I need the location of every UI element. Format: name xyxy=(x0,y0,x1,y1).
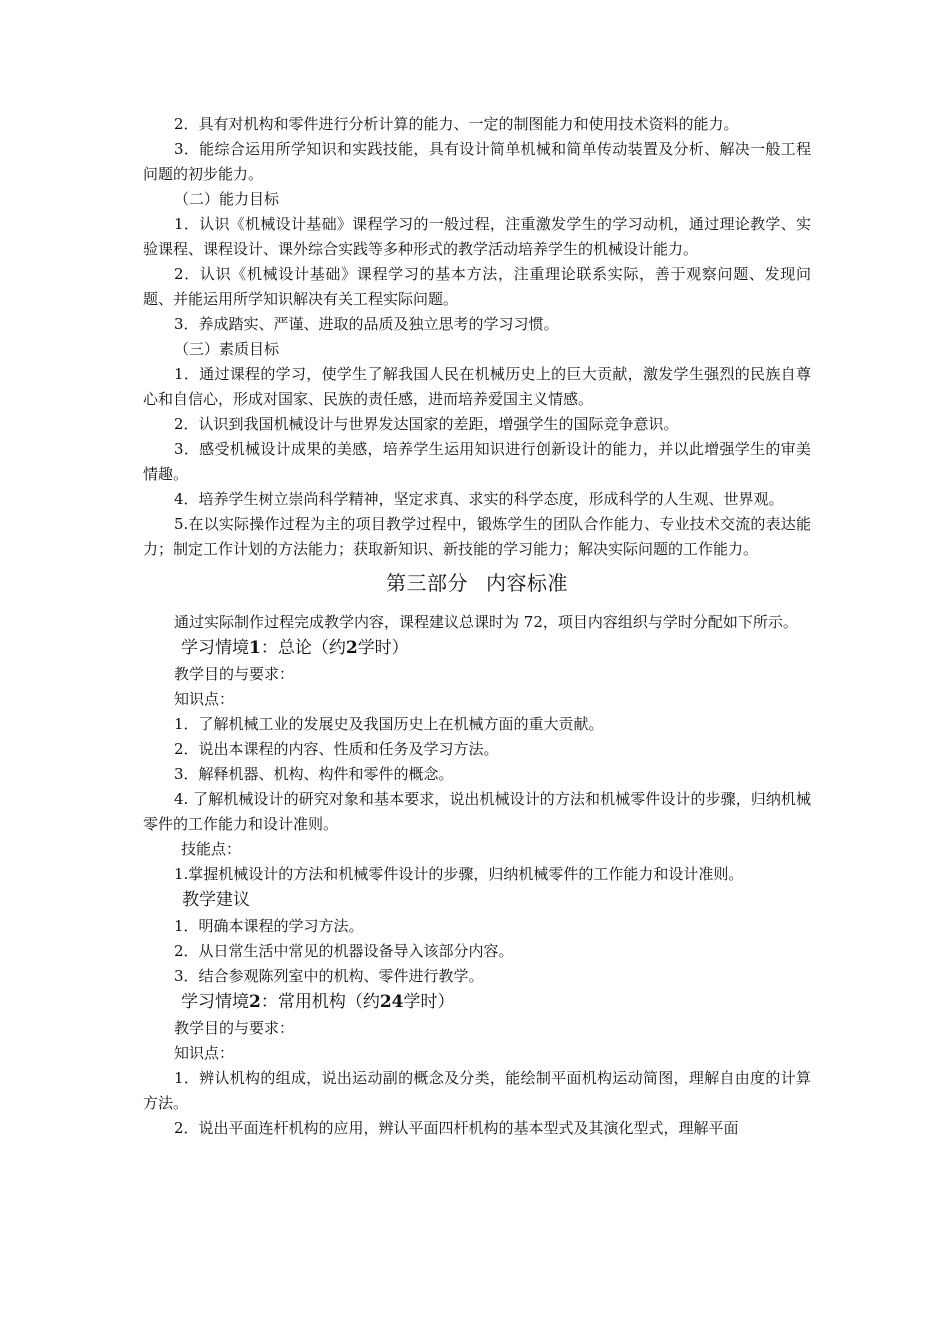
situation-1-knowledge-item-2: 2．说出本课程的内容、性质和任务及学习方法。 xyxy=(174,740,499,758)
quality-goal-item-1: 1．通过课程的学习，使学生了解我国人民在机械历史上的巨大贡献，激发学生强烈的民族自尊心和自信心，形成对国家、民族的责任感，进而培养爱国主义情感。 xyxy=(143,365,811,408)
situation-1-advice-item-2: 2．从日常生活中常见的机器设备导入该部分内容。 xyxy=(174,942,514,960)
situation-2-number: 2 xyxy=(249,992,261,1012)
situation-2-unit: 学时） xyxy=(403,992,455,1012)
situation-1-unit: 学时） xyxy=(357,638,409,658)
situation-2-knowledge-label: 知识点： xyxy=(174,1044,235,1062)
situation-1-knowledge-label: 知识点： xyxy=(174,690,235,708)
ability-goal-item-1: 1．认识《机械设计基础》课程学习的一般过程，注重激发学生的学习动机，通过理论教学、实验课程、课程设计、课外综合实践等多种形式的教学活动培养学生的机械设计能力。 xyxy=(143,215,811,258)
ability-goal-item-2: 2．认识《机械设计基础》课程学习的基本方法，注重理论联系实际，善于观察问题、发现问题、并能运用所学知识解决有关工程实际问题。 xyxy=(143,265,811,308)
situation-1-knowledge-item-1: 1．了解机械工业的发展史及我国历史上在机械方面的重大贡献。 xyxy=(174,715,604,733)
situation-2-heading xyxy=(143,989,811,1016)
situation-1-skill-item-1: 1.掌握机械设计的方法和机械零件设计的步骤，归纳机械零件的工作能力和设计准则。 xyxy=(174,865,744,883)
situation-2-label: 学习情境 xyxy=(181,992,249,1012)
situation-2-knowledge-item-1: 1．辨认机构的组成，说出运动副的概念及分类，能绘制平面机构运动简图，理解自由度的计算方法。 xyxy=(143,1069,811,1112)
situation-1-objectives-label: 教学目的与要求： xyxy=(174,665,295,683)
quality-goal-item-3: 3．感受机械设计成果的美感，培养学生运用知识进行创新设计的能力，并以此增强学生的审美情趣。 xyxy=(143,440,811,483)
situation-1-hours: 2 xyxy=(345,638,358,658)
ability-goal-item-3: 3．养成踏实、严谨、进取的品质及独立思考的学习习惯。 xyxy=(174,315,559,333)
situation-2-objectives-label: 教学目的与要求： xyxy=(174,1019,295,1037)
quality-goal-item-5: 5.在以实际操作过程为主的项目教学过程中，锻炼学生的团队合作能力、专业技术交流的表达能力；制定工作计划的方法能力；获取新知识、新技能的学习能力；解决实际问题的工作能力。 xyxy=(143,515,811,558)
situation-2-title: ：常用机构（约 xyxy=(260,992,380,1012)
situation-1-number: 1 xyxy=(249,638,261,658)
situation-1-knowledge-item-4: 4. 了解机械设计的研究对象和基本要求，说出机械设计的方法和机械零件设计的步骤，归纳机械零件的工作能力和设计准则。 xyxy=(143,790,811,833)
quality-goals-heading: （三）素质目标 xyxy=(174,340,280,358)
situation-1-label: 学习情境 xyxy=(181,638,249,658)
situation-1-advice-label: 教学建议 xyxy=(182,890,250,910)
part-three-title-text: 内容标准 xyxy=(486,571,568,595)
part-three-title-number: 第三部分 xyxy=(386,571,468,595)
situation-1-advice-item-3: 3．结合参观陈列室中的机构、零件进行教学。 xyxy=(174,967,484,985)
situation-1-skill-label: 技能点： xyxy=(181,840,242,858)
situation-1-title: ：总论（约 xyxy=(260,638,346,658)
situation-1-knowledge-item-3: 3．解释机器、机构、构件和零件的概念。 xyxy=(174,765,454,783)
part-three-title xyxy=(143,566,811,600)
situation-2-knowledge-item-2: 2．说出平面连杆机构的应用，辨认平面四杆机构的基本型式及其演化型式，理解平面 xyxy=(174,1119,739,1137)
knowledge-goal-item-3: 3．能综合运用所学知识和实践技能，具有设计简单机械和简单传动装置及分析、解决一般工程问题的初步能力。 xyxy=(143,140,811,183)
situation-1-heading xyxy=(143,635,811,662)
situation-2-hours: 24 xyxy=(379,992,404,1012)
ability-goals-heading: （二）能力目标 xyxy=(174,190,280,208)
document-body xyxy=(143,112,811,1141)
quality-goal-item-2: 2．认识到我国机械设计与世界发达国家的差距，增强学生的国际竞争意识。 xyxy=(174,415,679,433)
part-three-intro: 通过实际制作过程完成教学内容，课程建议总课时为 72，项目内容组织与学时分配如下所示。 xyxy=(174,613,798,631)
knowledge-goal-item-2: 2．具有对机构和零件进行分析计算的能力、一定的制图能力和使用技术资料的能力。 xyxy=(174,115,739,133)
quality-goal-item-4: 4．培养学生树立崇尚科学精神，坚定求真、求实的科学态度，形成科学的人生观、世界观。 xyxy=(174,490,784,508)
situation-1-advice-item-1: 1．明确本课程的学习方法。 xyxy=(174,917,364,935)
